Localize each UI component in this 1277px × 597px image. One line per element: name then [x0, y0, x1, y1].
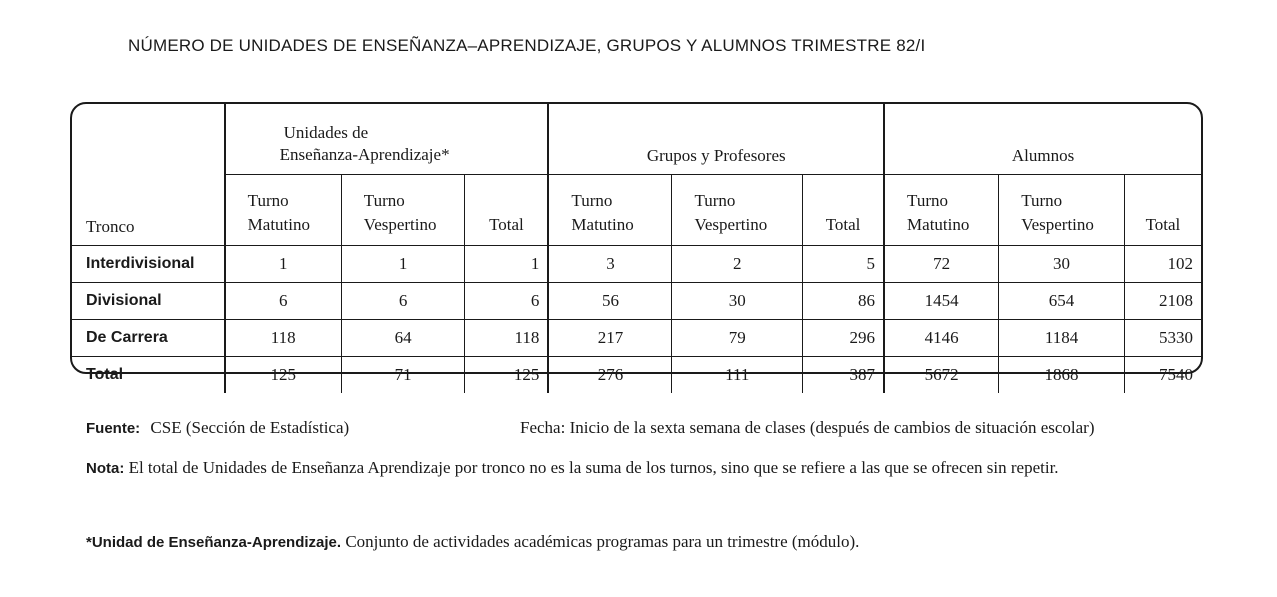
table-cell: 217	[548, 320, 672, 357]
table-row-total	[72, 357, 1201, 394]
subheader-vespertino-line1: Turno	[363, 191, 405, 210]
subheader-matutino-line2: Matutino	[571, 215, 634, 234]
table-cell: 125	[465, 357, 548, 394]
table-cell: 118	[225, 320, 342, 357]
subheader-vespertino-line2: Vespertino	[694, 215, 768, 234]
table-cell: 102	[1124, 246, 1201, 283]
subheader-total: Total	[1124, 175, 1201, 246]
definition-label: *Unidad de Enseñanza-Aprendizaje.	[86, 534, 342, 551]
definition-note	[86, 532, 859, 552]
table-cell: 1	[465, 246, 548, 283]
table-cell: 64	[341, 320, 465, 357]
table-cell: 1	[341, 246, 465, 283]
subheader-vespertino-line2: Vespertino	[363, 215, 437, 234]
row-label: Total	[72, 357, 225, 394]
table-cell: 56	[548, 283, 672, 320]
group-header-unidades-line1: Unidades de	[283, 123, 369, 142]
fuente-label: Fuente:	[86, 420, 141, 437]
subheader-matutino-line1: Turno	[247, 191, 289, 210]
data-table-frame	[70, 102, 1203, 384]
definition-text: Conjunto de actividades académicas programas para un trimestre (módulo).	[345, 532, 860, 551]
table-cell: 71	[341, 357, 465, 394]
fuente-note	[86, 418, 349, 438]
table-cell: 30	[672, 283, 803, 320]
sub-header-row	[72, 175, 1201, 246]
group-header-grupos: Grupos y Profesores	[548, 104, 884, 175]
table-cell: 30	[999, 246, 1125, 283]
table-cell: 6	[225, 283, 342, 320]
table-cell: 4146	[884, 320, 999, 357]
fecha-text: Inicio de la sexta semana de clases (después de cambios de situación escolar)	[569, 418, 1095, 437]
table-cell: 118	[465, 320, 548, 357]
subheader-vespertino-line1: Turno	[694, 191, 736, 210]
subheader-vespertino	[999, 175, 1125, 246]
table-cell: 5	[803, 246, 884, 283]
row-label: Divisional	[72, 283, 225, 320]
table-cell: 1454	[884, 283, 999, 320]
subheader-matutino-line2: Matutino	[907, 215, 970, 234]
nota-text: El total de Unidades de Enseñanza Aprendizaje por tronco no es la suma de los turnos, sino que se refiere a las que se ofrecen sin repetir.	[128, 458, 1059, 477]
subheader-vespertino	[341, 175, 465, 246]
table-cell: 654	[999, 283, 1125, 320]
subheader-matutino-line2: Matutino	[247, 215, 310, 234]
group-header-alumnos: Alumnos	[884, 104, 1201, 175]
nota-note	[86, 456, 1236, 481]
table-cell: 2108	[1124, 283, 1201, 320]
table-cell: 111	[672, 357, 803, 394]
subheader-matutino	[884, 175, 999, 246]
subheader-vespertino	[672, 175, 803, 246]
table-cell: 5672	[884, 357, 999, 394]
subheader-total: Total	[803, 175, 884, 246]
row-label: De Carrera	[72, 320, 225, 357]
fecha-note	[520, 418, 1095, 438]
tronco-header: Tronco	[72, 104, 225, 246]
fecha-label: Fecha:	[520, 418, 566, 437]
subheader-matutino-line1: Turno	[907, 191, 948, 210]
group-header-row	[72, 104, 1201, 175]
table-cell: 3	[548, 246, 672, 283]
table-cell: 2	[672, 246, 803, 283]
table-cell: 72	[884, 246, 999, 283]
fuente-text: CSE (Sección de Estadística)	[150, 418, 350, 437]
subheader-matutino-line1: Turno	[571, 191, 613, 210]
table-cell: 6	[465, 283, 548, 320]
subheader-matutino	[548, 175, 672, 246]
table-cell: 125	[225, 357, 342, 394]
table-row	[72, 320, 1201, 357]
subheader-vespertino-line1: Turno	[1021, 191, 1063, 210]
table-cell: 7540	[1159, 365, 1193, 384]
table-cell: 1184	[999, 320, 1125, 357]
subheader-total: Total	[465, 175, 548, 246]
table-cell: 296	[803, 320, 884, 357]
table-row	[72, 283, 1201, 320]
subheader-vespertino-line2: Vespertino	[1021, 215, 1094, 234]
table-cell: 387	[803, 357, 884, 394]
group-header-unidades-line2: Enseñanza-Aprendizaje*	[279, 145, 450, 164]
row-label: Interdivisional	[72, 246, 225, 283]
data-table	[72, 104, 1201, 393]
subheader-matutino	[225, 175, 342, 246]
table-cell: 1868	[999, 357, 1125, 394]
nota-label: Nota:	[86, 460, 125, 477]
table-row	[72, 246, 1201, 283]
group-header-unidades	[225, 104, 549, 175]
table-cell: 86	[803, 283, 884, 320]
table-cell: 5330	[1124, 320, 1201, 357]
table-cell: 276	[548, 357, 672, 394]
table-cell: 6	[341, 283, 465, 320]
table-cell: 79	[672, 320, 803, 357]
table-cell: 1	[225, 246, 342, 283]
page-title: NÚMERO DE UNIDADES DE ENSEÑANZA–APRENDIZAJE, GRUPOS Y ALUMNOS TRIMESTRE 82/I	[128, 36, 926, 55]
